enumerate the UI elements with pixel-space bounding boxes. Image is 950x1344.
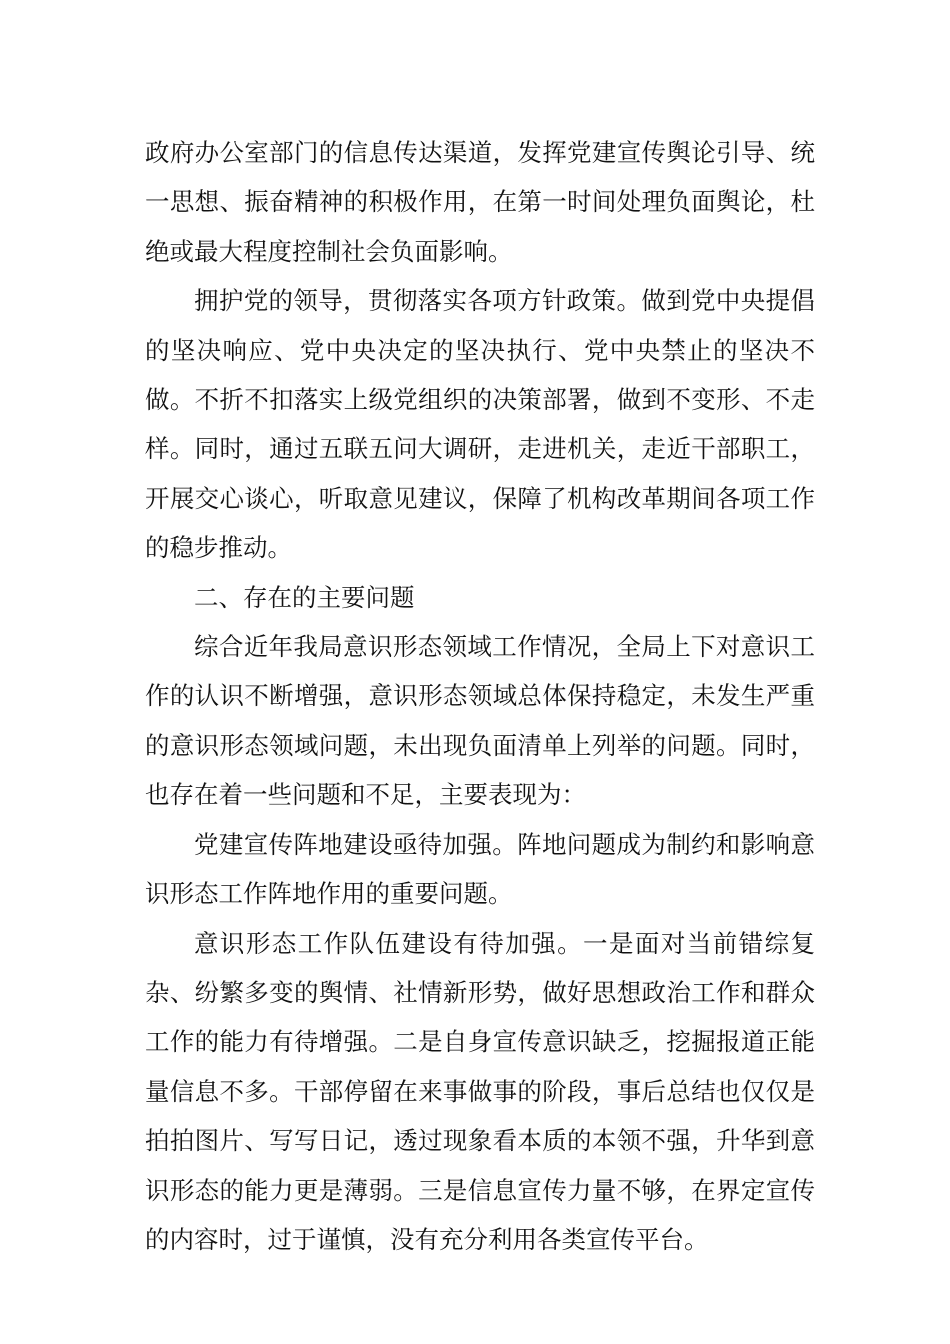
paragraph-overview: 综合近年我局意识形态领域工作情况，全局上下对意识工作的认识不断增强，意识形态领域总体保持稳定，未发生严重的意识形态领域问题，未出现负面清单上列举的问题。同时，也存在着一些问题和不足，主要表现为： — [145, 632, 815, 810]
paragraph-continuation: 政府办公室部门的信息传达渠道，发挥党建宣传舆论引导、统一思想、振奋精神的积极作用，在第一时间处理负面舆论，杜绝或最大程度控制社会负面影响。 — [145, 138, 815, 266]
paragraph-propaganda-position: 党建宣传阵地建设亟待加强。阵地问题成为制约和影响意识形态工作阵地作用的重要问题。 — [145, 829, 815, 909]
paragraph-team-building: 意识形态工作队伍建设有待加强。一是面对当前错综复杂、纷繁多变的舆情、社情新形势，做好思想政治工作和群众工作的能力有待增强。二是自身宣传意识缺乏，挖掘报道正能量信息不多。干部停留在来事做事的阶段，事后总结也仅仅是拍拍图片、写写日记，透过现象看本质的本领不强，升华到意识形态的能力更是薄弱。三是信息宣传力量不够，在界定宣传的内容时，过于谨慎，没有充分利用各类宣传平台。 — [145, 928, 815, 1254]
paragraph-party-leadership: 拥护党的领导，贯彻落实各项方针政策。做到党中央提倡的坚决响应、党中央决定的坚决执行、党中央禁止的坚决不做。不折不扣落实上级党组织的决策部署，做到不变形、不走样。同时，通过五联五问大调研，走进机关，走近干部职工，开展交心谈心，听取意见建议，保障了机构改革期间各项工作的稳步推动。 — [145, 286, 815, 563]
document-body — [145, 128, 815, 1264]
section-heading-main-problems: 二、存在的主要问题 — [194, 582, 415, 612]
